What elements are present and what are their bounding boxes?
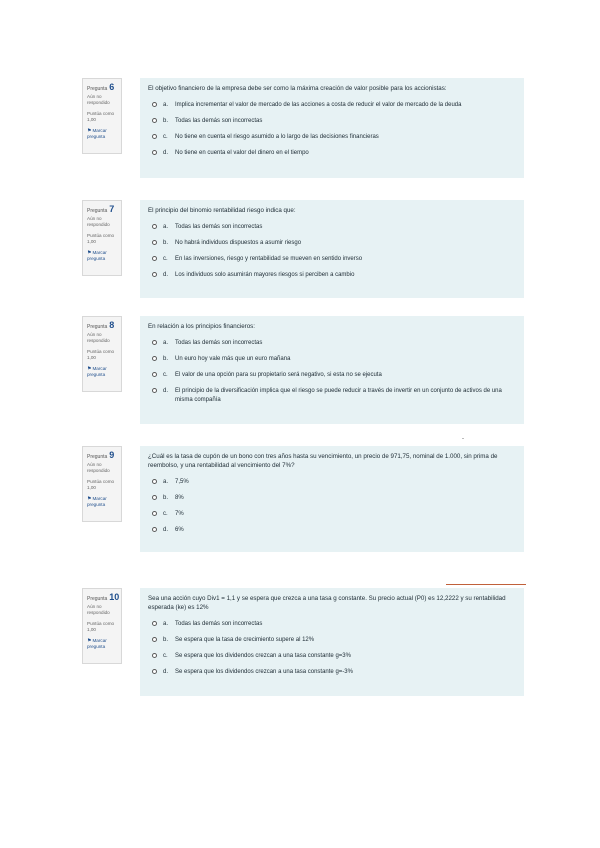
answer-option-c[interactable]: c. Se espera que los dividendos crezcan a una tasa constante g=3% (152, 652, 516, 661)
question-text: El objetivo financiero de la empresa debe ser como la máxima creación de valor posible para los accionistas: (148, 85, 447, 92)
answer-option-b[interactable]: b. Todas las demás son incorrectas (152, 117, 516, 126)
radio-button[interactable] (152, 372, 157, 377)
question-points: Puntúa como 1,00 (87, 621, 115, 632)
flag-icon: ⚑ (87, 128, 92, 134)
question-number: Pregunta 6 (87, 82, 115, 92)
radio-button[interactable] (152, 388, 157, 393)
question-info-panel (82, 446, 122, 522)
question-info-panel (82, 200, 122, 276)
flag-question-link[interactable]: ⚑Marcar pregunta (87, 366, 107, 377)
question-info-panel (82, 588, 122, 664)
answer-option-b[interactable]: b. Un euro hoy vale más que un euro mañana (152, 355, 516, 364)
answer-option-d[interactable]: d. El principio de la diversificación implica que el riesgo se puede reducir a través de invertir en un conjunto de activos de una misma compañía (152, 387, 516, 404)
answer-option-c[interactable]: c. No tiene en cuenta el riesgo asumido a lo largo de las decisiones financieras (152, 133, 516, 142)
answer-option-a[interactable]: a. Todas las demás son incorrectas (152, 339, 516, 348)
radio-button[interactable] (152, 102, 157, 107)
radio-button[interactable] (152, 495, 157, 500)
question-points: Puntúa como 1,00 (87, 233, 115, 244)
question-status: Aún no respondido (87, 216, 110, 227)
answer-option-b[interactable]: b. No habrá individuos dispuestos a asumir riesgo (152, 239, 516, 248)
answer-option-b[interactable]: b. Se espera que la tasa de crecimiento supere al 12% (152, 636, 516, 645)
radio-button[interactable] (152, 256, 157, 261)
question-points: Puntúa como 1,00 (87, 111, 115, 122)
radio-button[interactable] (152, 134, 157, 139)
answer-option-c[interactable]: c. 7% (152, 510, 516, 519)
flag-icon: ⚑ (87, 496, 92, 502)
flag-icon: ⚑ (87, 638, 92, 644)
question-content (140, 200, 524, 298)
answer-option-a[interactable]: a. Implica incrementar el valor de mercado de las acciones a costa de reducir el valor de mercado de la deuda (152, 101, 516, 110)
radio-button[interactable] (152, 621, 157, 626)
question-number: Pregunta 9 (87, 450, 115, 460)
radio-button[interactable] (152, 527, 157, 532)
flag-question-link[interactable]: ⚑Marcar pregunta (87, 250, 107, 261)
question-text: En relación a los principios financieros: (148, 323, 255, 330)
radio-button[interactable] (152, 637, 157, 642)
question-content (140, 78, 524, 178)
answer-option-c[interactable]: c. En las inversiones, riesgo y rentabilidad se mueven en sentido inverso (152, 255, 516, 264)
question-content (140, 588, 524, 696)
radio-button[interactable] (152, 240, 157, 245)
answer-option-c[interactable]: c. El valor de una opción para su propietario será negativo, si esta no se ejecuta (152, 371, 516, 380)
radio-button[interactable] (152, 479, 157, 484)
radio-button[interactable] (152, 669, 157, 674)
question-text: ¿Cuál es la tasa de cupón de un bono con tres años hasta su vencimiento, un precio de 971,75, nominal de 1.000, sin prima de reembolso, y una rentabilidad al vencimiento del 7%? (148, 453, 498, 469)
question-status: Aún no respondido (87, 604, 110, 615)
radio-button[interactable] (152, 118, 157, 123)
answer-option-d[interactable]: d. Se espera que los dividendos crezcan a una tasa constante g=-3% (152, 668, 516, 677)
question-content (140, 316, 524, 424)
question-number: Pregunta 7 (87, 204, 115, 214)
radio-button[interactable] (152, 272, 157, 277)
answer-option-a[interactable]: a. Todas las demás son incorrectas (152, 620, 516, 629)
radio-button[interactable] (152, 511, 157, 516)
question-status: Aún no respondido (87, 462, 110, 473)
flag-question-link[interactable]: ⚑Marcar pregunta (87, 128, 107, 139)
radio-button[interactable] (152, 653, 157, 658)
flag-icon: ⚑ (87, 250, 92, 256)
radio-button[interactable] (152, 356, 157, 361)
answer-option-d[interactable]: d. No tiene en cuenta el valor del dinero en el tiempo (152, 149, 516, 158)
answer-option-a[interactable]: a. 7,5% (152, 478, 516, 487)
radio-button[interactable] (152, 340, 157, 345)
flag-question-link[interactable]: ⚑Marcar pregunta (87, 638, 107, 649)
answer-option-d[interactable]: d. Los individuos solo asumirán mayores riesgos si perciben a cambio (152, 271, 516, 280)
divider-mark (462, 438, 464, 439)
question-number: Pregunta 10 (87, 592, 120, 602)
answer-option-b[interactable]: b. 8% (152, 494, 516, 503)
question-info-panel (82, 316, 122, 392)
question-points: Puntúa como 1,00 (87, 349, 115, 360)
answer-option-a[interactable]: a. Todas las demás son incorrectas (152, 223, 516, 232)
question-number: Pregunta 8 (87, 320, 115, 330)
question-text: El principio del binomio rentabilidad riesgo indica que: (148, 207, 296, 214)
question-info-panel (82, 78, 122, 154)
flag-icon: ⚑ (87, 366, 92, 372)
question-points: Puntúa como 1,00 (87, 479, 115, 490)
divider-line (446, 584, 526, 585)
question-content (140, 446, 524, 552)
question-text: Sea una acción cuyo Div1 = 1,1 y se espera que crezca a una tasa g constante. Su precio actual (P0) es 12,2222 y su rentabilidad esperada (ke) es 12% (148, 595, 506, 611)
answer-option-d[interactable]: d. 6% (152, 526, 516, 535)
question-status: Aún no respondido (87, 94, 110, 105)
question-status: Aún no respondido (87, 332, 110, 343)
flag-question-link[interactable]: ⚑Marcar pregunta (87, 496, 107, 507)
radio-button[interactable] (152, 224, 157, 229)
radio-button[interactable] (152, 150, 157, 155)
